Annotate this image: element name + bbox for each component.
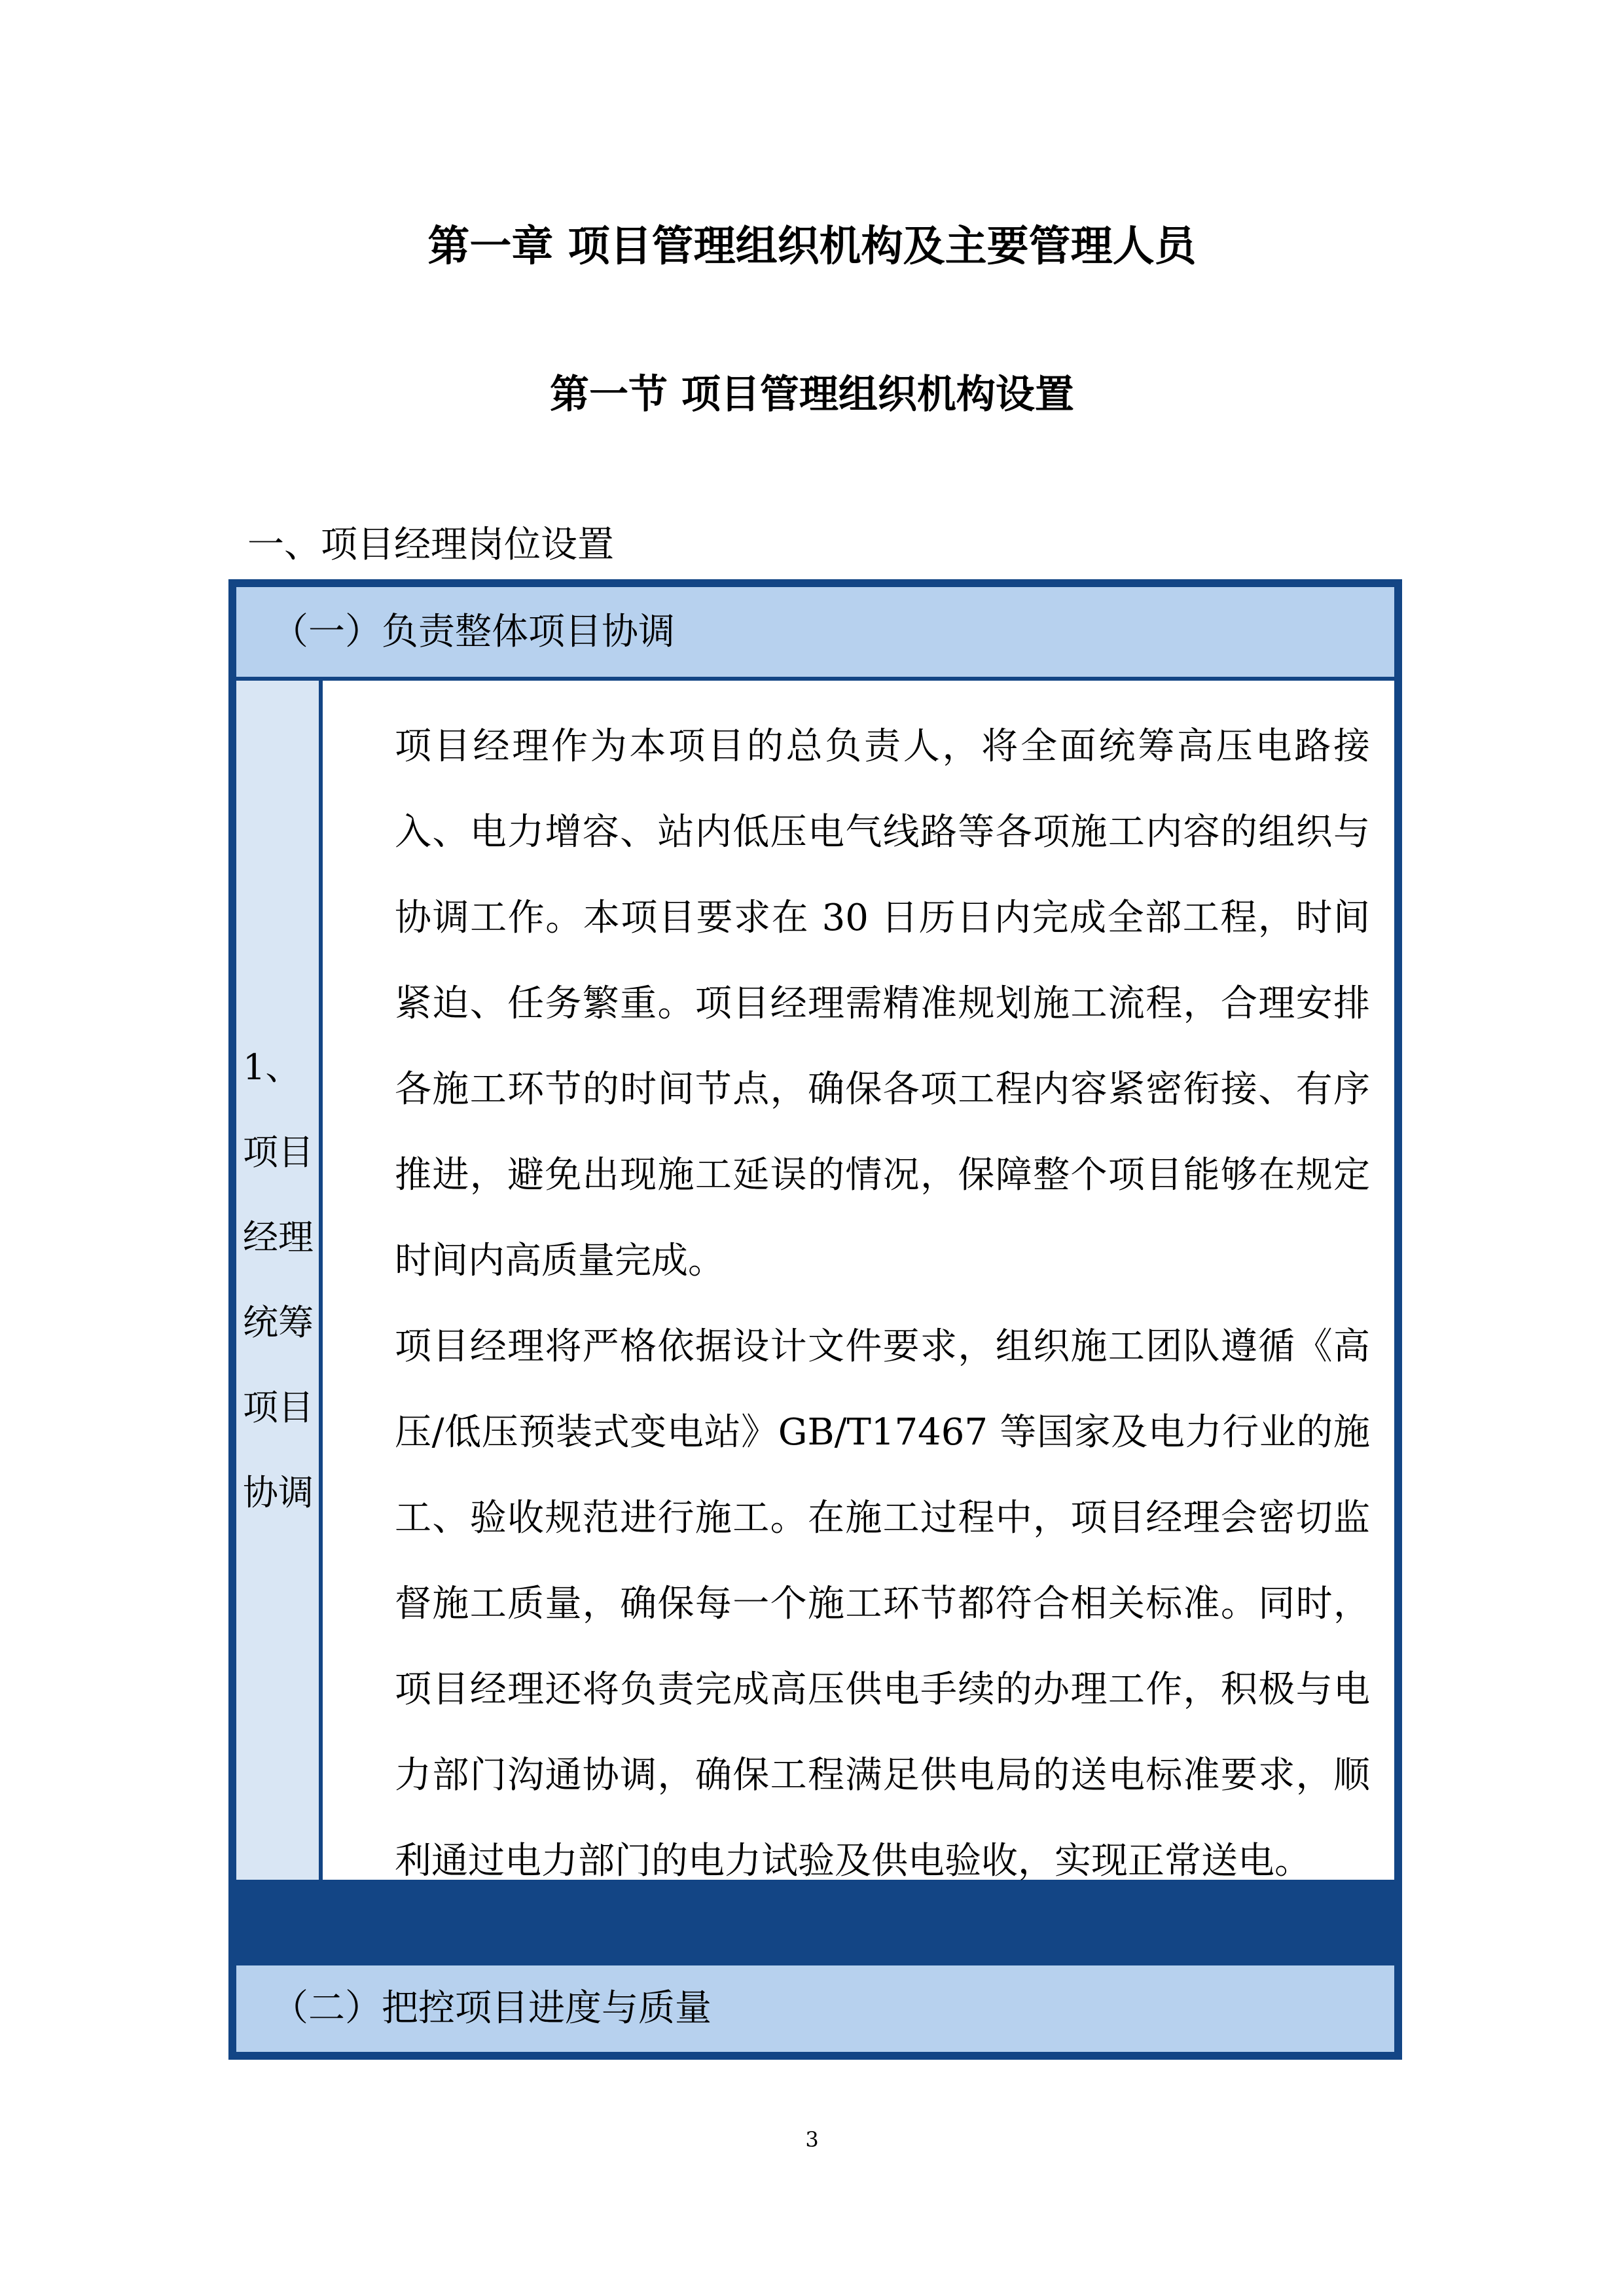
paragraph: 项目经理将严格依据设计文件要求，组织施工团队遵循《高压/低压预装式变电站》GB/T17467 等国家及电力行业的施工、验收规范进行施工。在施工过程中，项目经理会密切监督施工质量，确保每一个施工环节都符合相关标准。同时，项目经理还将负责完成高压供电手续的办理工作，积极与电力部门沟通协调，确保工程满足供电局的送电标准要求，顺利通过电力部门的电力试验及供电验收，实现正常送电。: [395, 1325, 1370, 1882]
table-header-2: （二）把控项目进度与质量: [236, 1965, 1394, 2052]
page-number: 3: [805, 2127, 819, 2152]
section-title: 第一节 项目管理组织机构设置: [550, 372, 1074, 418]
row-content-cell: [323, 681, 1394, 1880]
row-label: 1、项目经理统筹项目协调: [243, 1047, 314, 1513]
paragraph: 项目经理作为本项目的总负责人，将全面统筹高压电路接入、电力增容、站内低压电气线路等各项施工内容的组织与协调工作。本项目要求在 30 日历日内完成全部工程，时间紧迫、任务繁重。项目经理需精准规划施工流程，合理安排各施工环节的时间节点，确保各项工程内容紧密衔接、有序推进，避免出现施工延误的情况，保障整个项目能够在规定时间内高质量完成。: [395, 725, 1370, 1282]
chapter-title: 第一章 项目管理组织机构及主要管理人员: [427, 222, 1197, 271]
table-header-1: （一）负责整体项目协调: [236, 587, 1394, 677]
responsibility-table: [228, 579, 1402, 2060]
subsection-title: 一、项目经理岗位设置: [247, 524, 614, 566]
row-label-cell: [236, 681, 319, 1880]
